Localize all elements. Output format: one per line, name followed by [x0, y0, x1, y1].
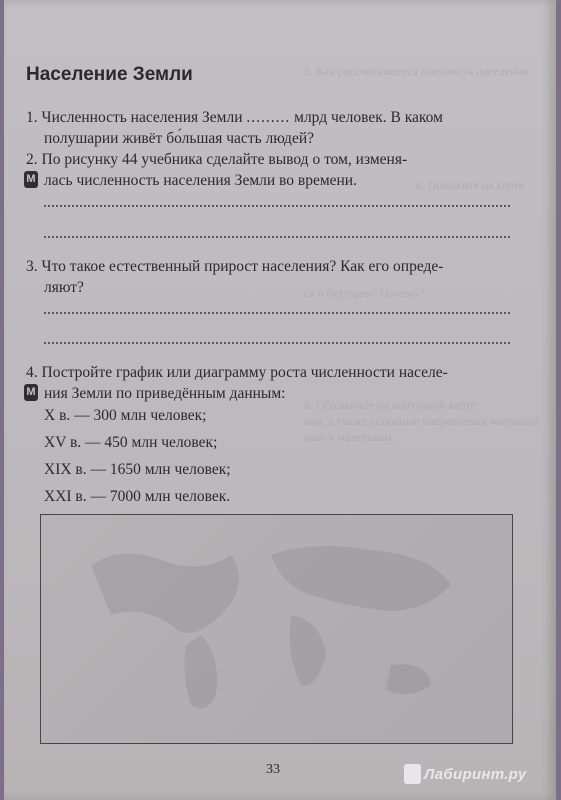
labirint-logo-icon: [404, 764, 421, 784]
answer-line[interactable]: [44, 312, 510, 314]
population-data-item: XV в. — 450 млн человек;: [44, 434, 218, 451]
question-text: Численность населения Земли: [41, 109, 243, 126]
question-text: лась численность населения Земли во времени.: [44, 172, 357, 189]
question-text: Постройте график или диаграмму роста численности населе-: [41, 364, 448, 381]
answer-line[interactable]: [44, 236, 510, 238]
bleed-through-text: 8. Обозначьте на контурной карте: [304, 398, 477, 412]
population-data-item: XIX в. — 1650 млн человек;: [44, 461, 231, 478]
question-text: ния Земли по приведённым данным:: [44, 385, 286, 402]
question-text: полушарии живёт бо́льшая часть людей?: [44, 130, 315, 147]
question-4: [26, 362, 516, 404]
question-text: По рисунку 44 учебника сделайте вывод о том, изменя-: [41, 151, 408, 168]
chart-drawing-area[interactable]: [40, 514, 513, 744]
section-title: Население Земли: [26, 64, 193, 85]
watermark-logo: Лабиринт.ру: [424, 766, 527, 783]
population-data-item: X в. — 300 млн человек;: [44, 407, 207, 424]
population-data-item: XXI в. — 7000 млн человек.: [44, 488, 231, 505]
bleed-through-text: цию к материкам.: [304, 430, 395, 444]
question-number: 3.: [26, 258, 38, 275]
question-text: ляют?: [44, 279, 84, 296]
workbook-page: [4, 0, 556, 800]
question-number: 1.: [26, 109, 38, 126]
question-text: млрд человек. В каком: [290, 109, 443, 126]
bleed-through-text: ся в будущем? Почему?: [304, 286, 425, 300]
map-task-icon: М: [24, 384, 38, 401]
question-3: [26, 256, 516, 298]
bleed-through-text: 5. Как рассчитывается плотность населения: [304, 64, 529, 78]
question-text: Что такое естественный прирост населения? Как его опреде-: [41, 258, 444, 275]
bleed-through-map: [81, 525, 461, 725]
answer-line[interactable]: [44, 205, 510, 207]
question-1: [26, 107, 516, 149]
bleed-through-text: 6. Покажите на карте: [416, 178, 525, 192]
question-number: 4.: [26, 364, 38, 381]
question-2: [26, 149, 516, 191]
answer-line[interactable]: [44, 342, 510, 344]
page-number: 33: [266, 762, 280, 777]
bleed-through-text: ния, а также основные направления миграций: [304, 414, 540, 428]
answer-blank[interactable]: .........: [246, 109, 291, 126]
question-number: 2.: [26, 151, 38, 168]
map-task-icon: М: [24, 171, 38, 188]
